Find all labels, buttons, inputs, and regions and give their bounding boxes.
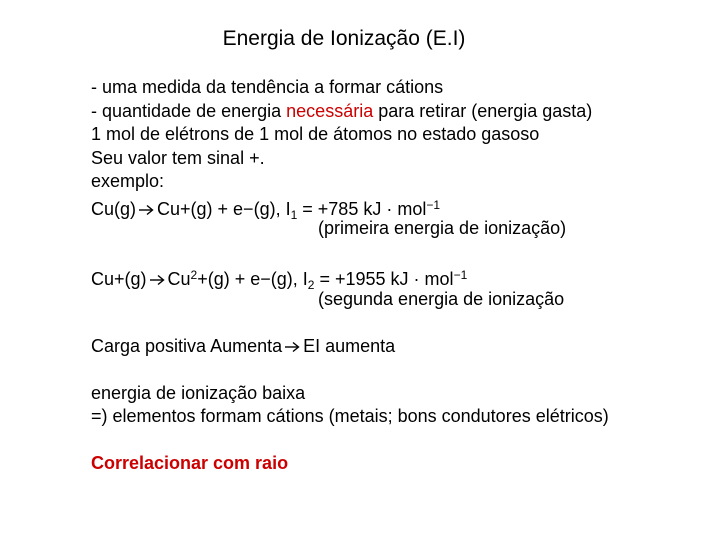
example-label: exemplo: [91, 171, 165, 191]
correlation-note: Correlacionar com raio [91, 453, 289, 473]
definition-line-3: 1 mol de elétrons de 1 mol de átomos no estado gasoso [91, 124, 540, 144]
spacer [91, 358, 706, 382]
equation-2 [91, 264, 706, 292]
equation-2-value: = +1955 kJ · mol [314, 269, 454, 289]
equation-2-product: Cu [167, 269, 191, 289]
equation-1-superscript: −1 [426, 197, 441, 212]
equation-2-note: (segunda energia de ionização [318, 288, 565, 309]
equation-1-reactant: Cu(g) [91, 198, 137, 219]
low-energy-line-2: =) elementos formam cátions (metais; bons condutores elétricos) [91, 406, 609, 426]
equation-1-value: = +785 kJ · mol [297, 198, 427, 219]
equation-2-reactant: Cu+(g) [91, 269, 147, 289]
spacer [91, 241, 706, 265]
right-arrow-icon [284, 341, 300, 353]
equation-1-note: (primeira energia de ionização) [318, 218, 567, 238]
right-arrow-icon [149, 274, 165, 286]
equation-2-superscript: −1 [453, 268, 468, 282]
definition-line-2-start: - quantidade de energia [91, 100, 287, 121]
slide-title: Energia de Ionização (E.I) [222, 27, 466, 50]
equation-1-products: Cu+(g) + e−(g), I [157, 198, 291, 219]
definition-line-2 [91, 100, 706, 124]
slide-body [91, 76, 706, 476]
spacer [91, 429, 706, 453]
trend-line [91, 335, 706, 359]
equation-1-subscript: 1 [290, 207, 298, 222]
definition-line-2-end: para retirar (energia gasta) [373, 100, 593, 121]
highlight-word: necessária [286, 100, 374, 121]
sign-note: Seu valor tem sinal +. [91, 147, 265, 168]
equation-2-products: +(g) + e−(g), I [197, 269, 308, 289]
trend-effect: EI aumenta [303, 335, 396, 356]
definition-line-1: - uma medida da tendência a formar cátions [91, 77, 444, 97]
spacer [91, 311, 706, 335]
right-arrow-icon [138, 204, 154, 216]
trend-cause: Carga positiva Aumenta [91, 335, 283, 356]
low-energy-line-1: energia de ionização baixa [91, 382, 306, 403]
equation-2-charge: 2 [190, 268, 198, 282]
equation-1 [91, 194, 706, 222]
equation-2-subscript: 2 [307, 278, 315, 292]
